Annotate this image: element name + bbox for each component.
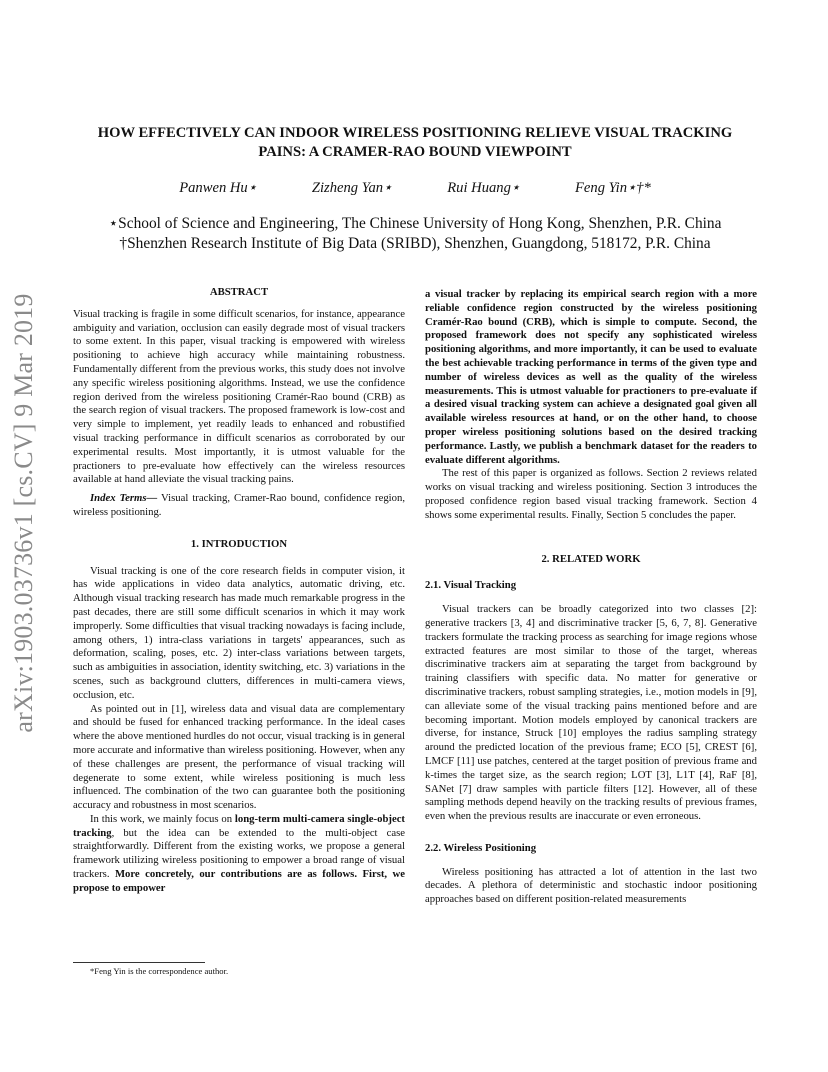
author-name: Rui Huang⋆	[447, 180, 521, 196]
intro-paragraph-2: As pointed out in [1], wireless data and visual data are complementary and should be fused for enhanced tracking performance. In the ideal cases where the above mentioned hurdles do not occur, visual tracking is in general more accurate and informative than wireless positioning. However, when any of these challenges are present, the performance of visual tracking will degenerate to some extent, while wireless positioning is much less influenced. The combination of the two can guarantee both the positioning accuracy and robustness in most scenarios.	[73, 702, 405, 812]
affiliation-line: †Shenzhen Research Institute of Big Data (SRIBD), Shenzhen, Guangdong, 518172, P.R. China	[119, 235, 711, 252]
related-paragraph-2: Wireless positioning has attracted a lot of attention in the last two decades. A plethora of deterministic and stochastic indoor positioning approaches based on different position-related measurements	[425, 865, 757, 906]
right-column	[425, 288, 757, 907]
paper-title: HOW EFFECTIVELY CAN INDOOR WIRELESS POSITIONING RELIEVE VISUAL TRACKING PAINS: A CRAMER-RAO BOUND VIEWPOINT	[97, 125, 733, 160]
author-name: Panwen Hu⋆	[179, 180, 257, 196]
related-paragraph-1: Visual trackers can be broadly categorized into two classes [2]: generative trackers [3, 4] and discriminative tracker [5, 6, 7, 8]. Generative trackers formulate the tracking process as searching for image regions whose extracted features are most similar to those of the target, whereas discriminative trackers aim at separating the target from background by training classifiers with specific data. No matter for generative or discriminative trackers, robust sampling strategies, i.e., motion models in [9], can alleviate some of the visual tracking pains mentioned before and are becoming important. Motion models employed by canonical trackers are diverse, for instance, Struck [10] employes the radius sampling strategy around the predicted location of the previous frame; ECO [5], CREST [6], LMCF [11] use patches, centered at the target position of previous frame and k-times the target size, as the search region; LOT [3], L1T [4], RaF [8], SANet [7] draw samples with particle filters [12]. However, all of these sampling methods depend heavily on the tracking results of previous frames, even when the previous results are inaccurate or even erroneous.	[425, 603, 757, 823]
intro-paragraph-1: Visual tracking is one of the core research fields in computer vision, it has wide applications in video data analytics, automatic driving, etc. Although visual tracking research has made much remarkable progress in the past decades, there are still some difficult scenarios in which it may work improperly. Some difficulties that visual tracking nowadays is facing include, among others, 1) intra-class variations in targets' appearances, such as deformation, scaling, poses, etc. 2) inter-class variations between targets, such as ambiguities in association, identity switching, etc. 3) variations in the scenes, such as background clutters, differences in multi-camera views, occlusion, etc.	[73, 564, 405, 701]
index-terms	[73, 492, 405, 520]
intro-p3-text: In this work, we mainly focus on	[90, 812, 235, 825]
author-name: Zizheng Yan⋆	[311, 180, 393, 196]
arxiv-identifier	[2, 293, 46, 733]
visual-tracking-subheading: 2.1. Visual Tracking	[425, 579, 517, 592]
related-work-heading: 2. RELATED WORK	[541, 552, 641, 565]
intro-paragraph-3	[73, 813, 405, 896]
author-list	[74, 179, 756, 197]
footnote-rule	[73, 962, 205, 963]
contributions-continued: a visual tracker by replacing its empirical search region with a more reliable confidence region constructed by the wireless positioning Cramér-Rao bound (CRB), which is simple to compute. Second, the proposed framework does not specify any sophisticated wireless positioning algorithms, and more importantly, it can be used to evaluate the best achievable tracking performance in terms of the given type and number of wireless devices as well as the quality of the wireless measurements. This is utmost valuable for practioners to pre-evaluate if a desired visual tracking system can achieve a designated goal given all available wireless resources at hand, or on the other hand, to choose proper wireless positioning solutions based on the desired tracking performance. Lastly, we publish a benchmark dataset for the readers to evaluate different algorithms.	[425, 288, 757, 466]
intro-p3-text: , but the idea can be extended to the multi-object case straightforwardly. Different from the existing works, we propose a general framework utilizing wireless positioning to empower a broad range of visual trackers.	[73, 826, 405, 881]
intro-p3-emphasis: long-term multi-camera single-object tracking	[73, 812, 405, 839]
intro-p3-contributions: More concretely, our contributions are as follows. First, we propose to empower	[73, 868, 405, 894]
introduction-heading: 1. INTRODUCTION	[190, 537, 288, 550]
index-terms-text: Visual tracking, Cramer-Rao bound, confidence region, wireless positioning.	[73, 492, 405, 518]
arxiv-identifier-text: arXiv:1903.03736v1 [cs.CV] 9 Mar 2019	[9, 293, 38, 733]
index-terms-label: Index Terms—	[90, 492, 158, 505]
intro-paragraph-4: The rest of this paper is organized as follows. Section 2 reviews related works on visual tracking and wireless positioning. Section 3 introduces the proposed confidence region based visual tracking framework. Section 4 shows some experimental results. Finally, Section 5 concludes the paper.	[425, 467, 757, 521]
wireless-positioning-subheading: 2.2. Wireless Positioning	[425, 841, 537, 854]
affiliation-line: ⋆School of Science and Engineering, The Chinese University of Hong Kong, Shenzhen, P.R. China	[108, 215, 722, 232]
abstract-text: Visual tracking is fragile in some difficult scenarios, for instance, appearance ambiguity and variation, occlusion can easily degrade most of visual trackers to some extent. In this paper, visual tracking is empowered with wireless positioning to achieve high accuracy while maintaining robustness. Fundamentally different from the previous works, this study does not involve any specific wireless positioning algorithms. Instead, we use the confidence region derived from the wireless positioning Cramér-Rao bound (CRB) as the search region of visual trackers. The proposed framework is low-cost and very simple to implement, yet readily leads to enhanced and robustified visual tracking performance in difficult scenarios as corroborated by our experimental results. Most importantly, it is utmost valuable for the practioners to pre-evaluate how effectively can the wireless resources available at hand alleviate the visual tracking pains.	[73, 307, 405, 486]
affiliations	[74, 214, 756, 254]
footnote: *Feng Yin is the correspondence author.	[90, 966, 229, 976]
author-name: Feng Yin⋆†*	[575, 180, 651, 196]
abstract-heading: ABSTRACT	[209, 286, 269, 298]
left-column	[73, 286, 405, 896]
